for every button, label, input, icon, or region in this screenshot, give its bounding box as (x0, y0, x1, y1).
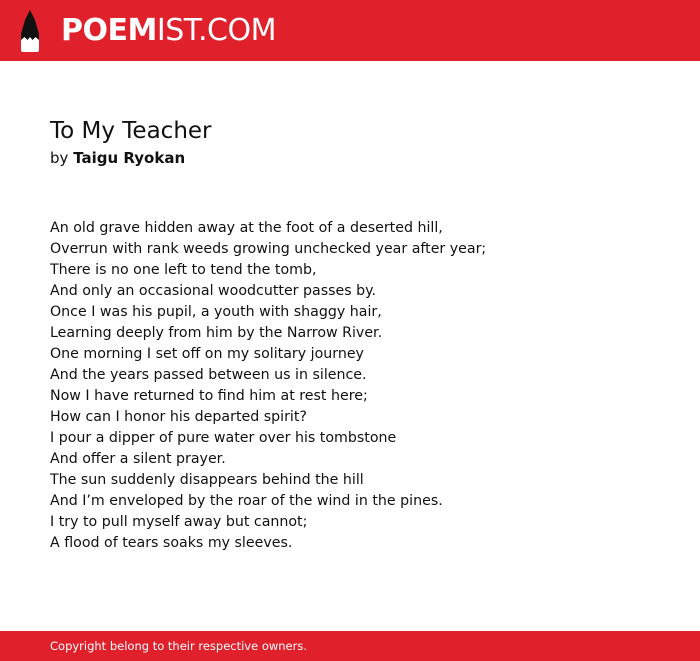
poem-line: How can I honor his departed spirit? (50, 409, 307, 425)
site-logo[interactable] (18, 10, 276, 52)
logo-wordmark-bold: POEM (61, 13, 157, 48)
poem-line: And the years passed between us in silence. (50, 367, 367, 383)
poem-header (50, 116, 670, 170)
poem-line: Learning deeply from him by the Narrow River. (50, 325, 383, 341)
poem-byline (50, 146, 670, 170)
poem-line: There is no one left to tend the tomb, (50, 262, 317, 278)
poem-line: The sun suddenly disappears behind the hill (50, 472, 364, 488)
poem-body (50, 218, 670, 554)
poem-line: And only an occasional woodcutter passes by. (50, 283, 377, 299)
poem-line: I pour a dipper of pure water over his tombstone (50, 430, 397, 446)
logo-wordmark-light: IST.COM (156, 13, 276, 48)
poem-line: An old grave hidden away at the foot of a deserted hill, (50, 220, 443, 236)
poem-line: A flood of tears soaks my sleeves. (50, 535, 293, 551)
poem-line: One morning I set off on my solitary journey (50, 346, 364, 362)
copyright-notice: Copyright belong to their respective owners. (50, 639, 308, 653)
poem-line: Now I have returned to find him at rest here; (50, 388, 368, 404)
site-header (0, 0, 700, 61)
byline-prefix: by (50, 149, 69, 167)
poem-line: Overrun with rank weeds growing unchecked year after year; (50, 241, 487, 257)
poem-title: To My Teacher (50, 118, 212, 144)
pencil-icon (18, 10, 42, 52)
poem-line: And offer a silent prayer. (50, 451, 226, 467)
poem-line: I try to pull myself away but cannot; (50, 514, 308, 530)
poem-line: Once I was his pupil, a youth with shaggy hair, (50, 304, 382, 320)
site-footer (0, 631, 700, 661)
poem-line: And I’m enveloped by the roar of the wind in the pines. (50, 493, 443, 509)
logo-wordmark (61, 10, 276, 52)
poem-author: Taigu Ryokan (73, 149, 186, 167)
